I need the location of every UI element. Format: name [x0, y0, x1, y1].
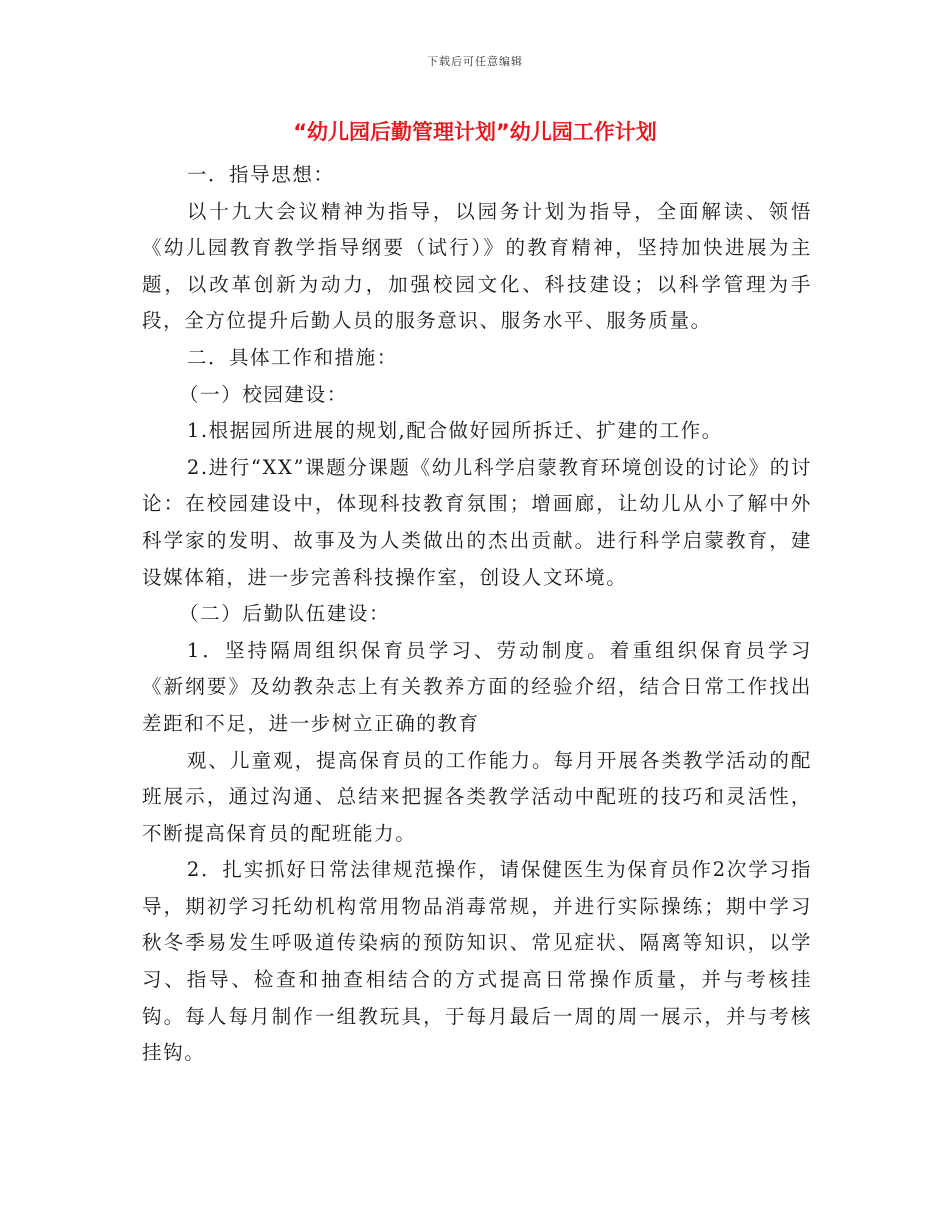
subsection-heading-campus: （一）校园建设：: [179, 382, 348, 406]
document-body: [142, 157, 812, 1072]
paragraph-campus-item-1: 1.根据园所进展的规划,配合做好园所拆迁、扩建的工作。: [186, 419, 723, 443]
section-heading-work-measures: 二．具体工作和措施：: [186, 345, 398, 369]
header-note: 下载后可任意编辑: [427, 55, 523, 68]
document-title: “幼儿园后勤管理计划”幼儿园工作计划: [293, 120, 657, 144]
paragraph-guiding-ideology: 以十九大会议精神为指导，以园务计划为指导，全面解读、领悟《幼儿园教育教学指导纲要（试行）》的教育精神，坚持加快进展为主题，以改革创新为动力，加强校园文化、科技建设；以科学管理为手段，全方位提升后勤人员的服务意识、服务水平、服务质量。: [142, 199, 812, 333]
paragraph-staff-item-2: 2．扎实抓好日常法律规范操作，请保健医生为保育员作2次学习指导，期初学习托幼机构常用物品消毒常规，并进行实际操练；期中学习秋冬季易发生呼吸道传染病的预防知识、常见症状、隔离等知识，以学习、指导、检查和抽查相结合的方式提高日常操作质量，并与考核挂钩。每人每月制作一组教玩具，于每月最后一周的周一展示，并与考核挂钩。: [142, 858, 812, 1065]
paragraph-staff-item-1-continued: 观、儿童观，提高保育员的工作能力。每月开展各类教学活动的配班展示，通过沟通、总结来把握各类教学活动中配班的技巧和灵活性，不断提高保育员的配班能力。: [142, 748, 812, 845]
paragraph-staff-item-1: 1．坚持隔周组织保育员学习、劳动制度。着重组织保育员学习《新纲要》及幼教杂志上有关教养方面的经验介绍，结合日常工作找出差距和不足，进一步树立正确的教育: [142, 638, 812, 735]
paragraph-campus-item-2: 2.进行“XX”课题分课题《幼儿科学启蒙教育环境创设的讨论》的讨论：在校园建设中，体现科技教育氛围；增画廊，让幼儿从小了解中外科学家的发明、故事及为人类做出的杰出贡献。进行科学启蒙教育，建设媒体箱，进一步完善科技操作室，创设人文环境。: [142, 455, 812, 589]
section-heading-guiding-ideology: 一．指导思想：: [186, 163, 335, 186]
subsection-heading-staff: （二）后勤队伍建设：: [179, 602, 391, 626]
